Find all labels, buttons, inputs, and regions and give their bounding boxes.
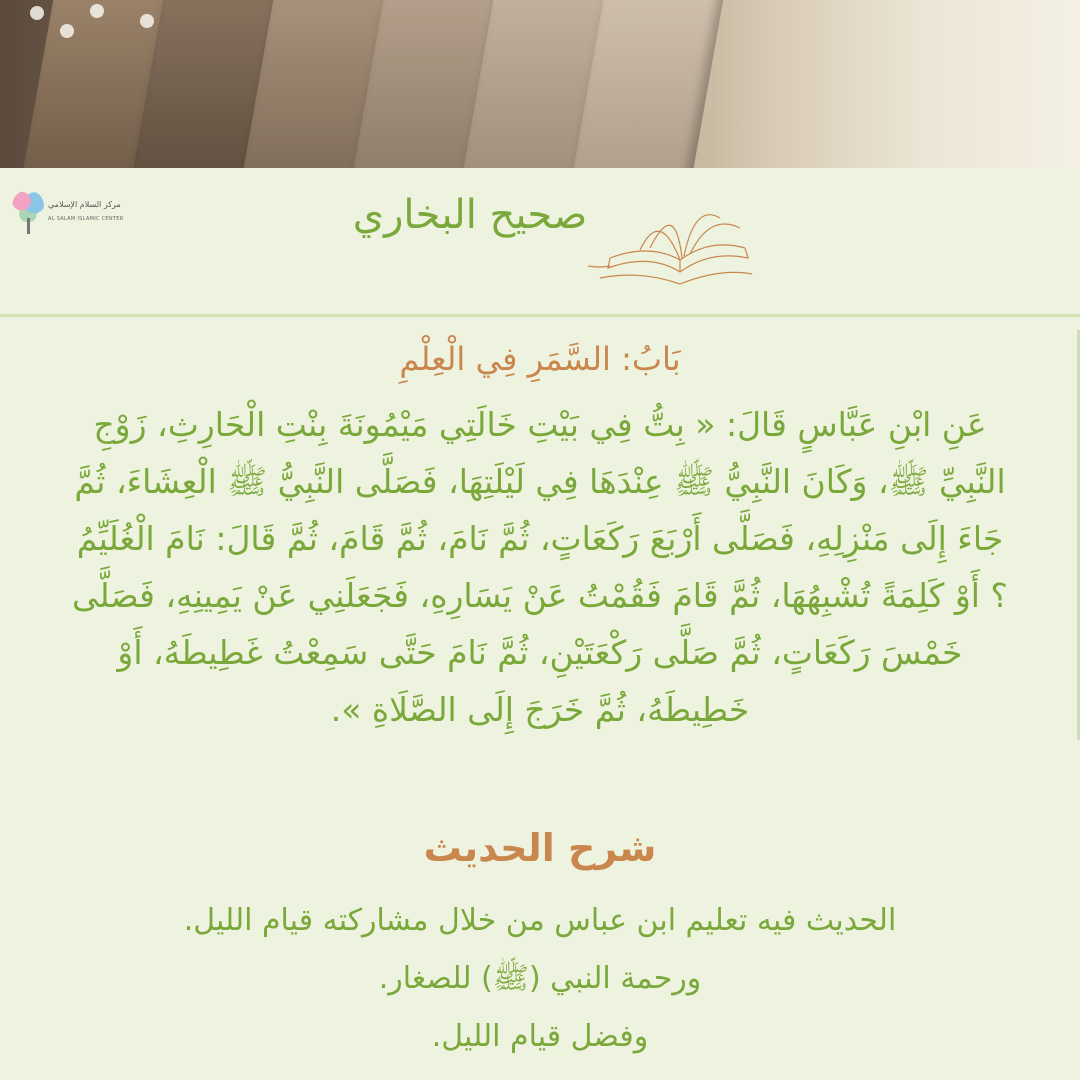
header-photo xyxy=(0,0,1080,168)
hadith-text: عَنِ ابْنِ عَبَّاسٍ قَالَ: « بِتُّ فِي بَيْتِ خَالَتِي مَيْمُونَةَ بِنْتِ الْحَارِثِ، زَوْجِ النَّبِيِّ ﷺ، وَكَانَ النَّبِيُّ ﷺ عِنْدَهَا فِي لَيْلَتِهَا، فَصَلَّى النَّبِيُّ ﷺ الْعِشَاءَ، ثُمَّ جَاءَ إِلَى مَنْزِلِهِ، فَصَلَّى أَرْبَعَ رَكَعَاتٍ، ثُمَّ نَامَ، ثُمَّ قَامَ، ثُمَّ قَالَ: نَامَ الْغُلَيِّمُ ؟ أَوْ كَلِمَةً تُشْبِهُهَا، ثُمَّ قَامَ فَقُمْتُ عَنْ يَسَارِهِ، فَجَعَلَنِي عَنْ يَمِينِهِ، فَصَلَّى خَمْسَ رَكَعَاتٍ، ثُمَّ صَلَّى رَكْعَتَيْنِ، ثُمَّ نَامَ حَتَّى سَمِعْتُ غَطِيطَهُ، أَوْ خَطِيطَهُ، ثُمَّ خَرَجَ إِلَى الصَّلَاةِ ». xyxy=(72,405,1008,729)
sharh-line: وفضل قيام الليل. xyxy=(431,1019,649,1054)
sharh-line: الحديث فيه تعليم ابن عباس من خلال مشاركته قيام الليل. xyxy=(183,903,897,938)
sharh-line: ورحمة النبي (ﷺ) للصغار. xyxy=(378,961,702,996)
logo-name-english: AL SALAM ISLAMIC CENTER xyxy=(48,216,124,222)
page-title: صحيح البخاري xyxy=(352,192,588,238)
chapter-title: بَابُ: السَّمَرِ فِي الْعِلْمِ xyxy=(399,340,681,378)
logo-name-arabic: مركز السلام الإسلامي xyxy=(48,200,121,209)
sharh-list xyxy=(100,892,980,1066)
open-book-icon xyxy=(580,188,760,298)
logo xyxy=(12,190,124,240)
sharh-title: شرح الحديث xyxy=(423,826,657,870)
header-band xyxy=(0,168,1080,317)
